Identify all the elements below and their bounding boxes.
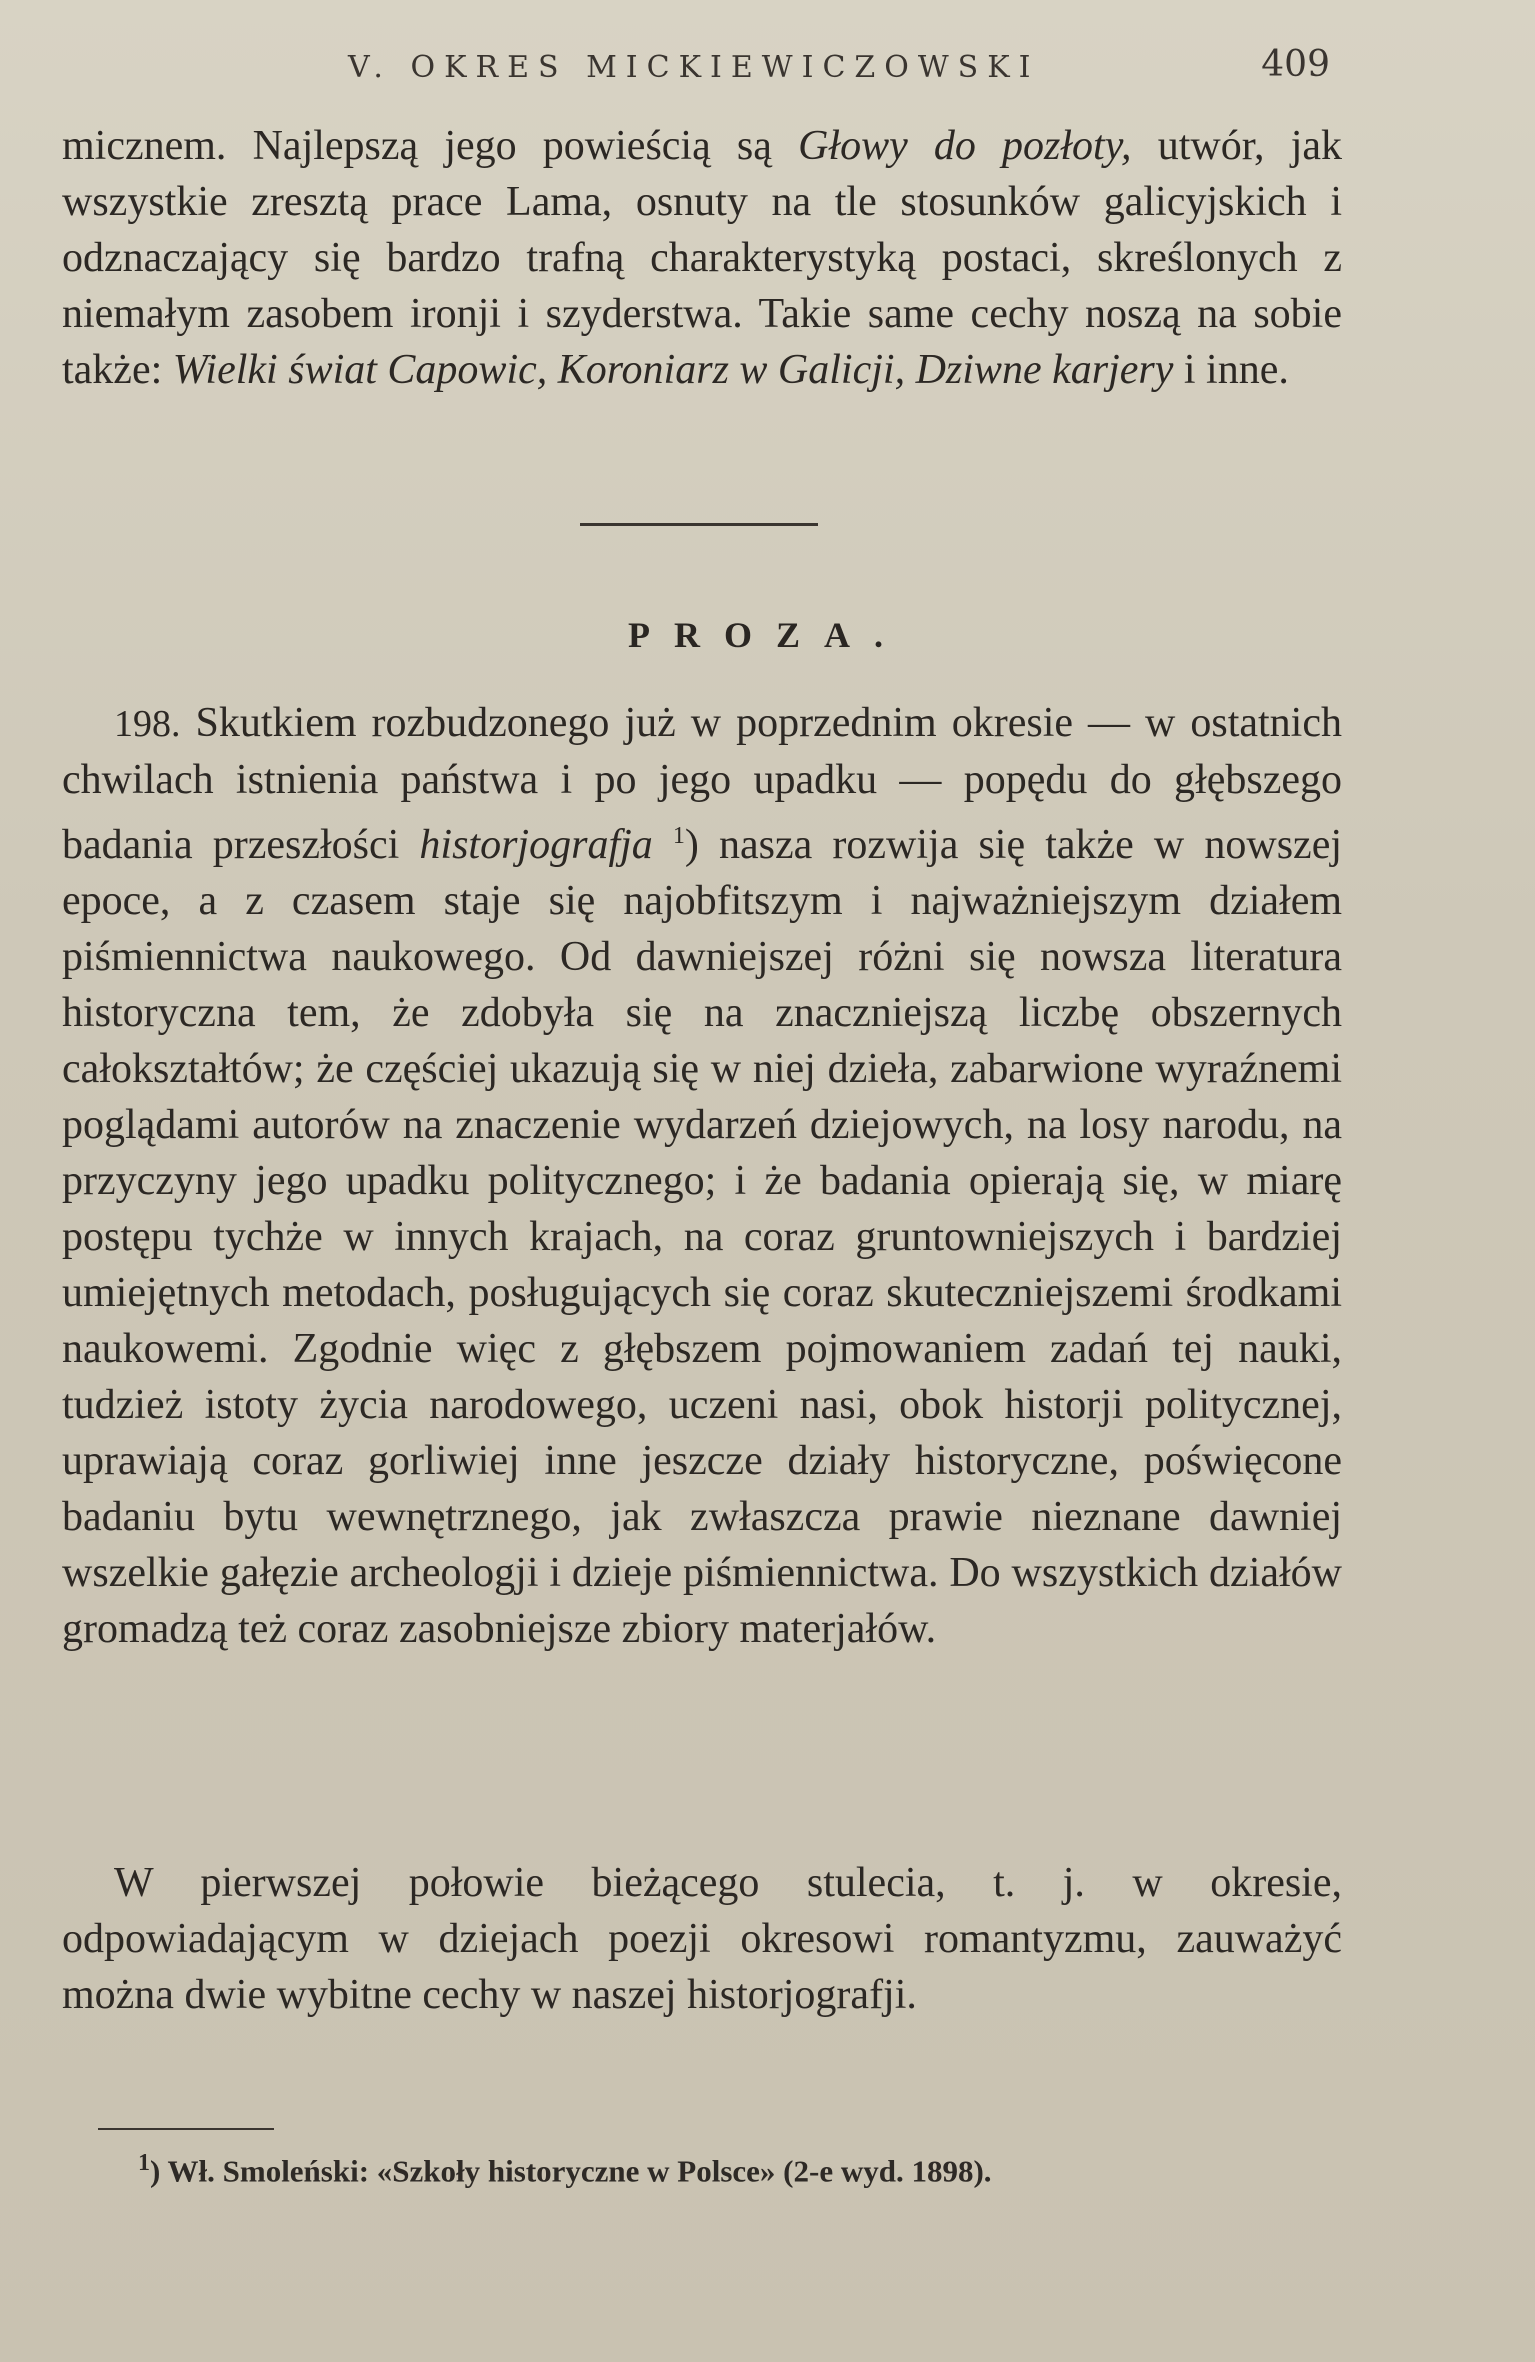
text-run: i inne. [1173, 347, 1289, 393]
text-run: micznem. Najlepszą jego powieścią są [62, 123, 799, 169]
text-run: Skutkiem rozbudzonego już w poprzednim okresie — w ostatnich chwilach istnienia państwa i po jego upadku — popędu do głębszego badania przeszłości [62, 700, 1342, 868]
footnote-mark: 1 [138, 2150, 150, 2176]
paragraph-number: 198. [114, 703, 181, 745]
italic-titles: Wielki świat Capowic, Koroniarz w Galicji, Dziwne karjery [172, 347, 1174, 393]
footnote [138, 2150, 1338, 2189]
text-run: utwór, jak wszystkie zresztą prace Lama, osnuty na tle stosunków galicyjskich i odznaczający się bardzo trafną charakterystyką postaci, skreślonych z niemałym zasobem ironji i szyderstwa. Takie same cechy noszą na sobie także: [62, 123, 1343, 393]
footnote-text: ) Wł. Smoleński: «Szkoły historyczne w Polsce» (2-e wyd. 1898). [150, 2153, 992, 2189]
italic-title: Głowy do pozłoty, [798, 123, 1132, 169]
paragraph-continuation [62, 118, 1342, 398]
paragraph-198 [62, 695, 1342, 1657]
page-header [330, 44, 1330, 94]
text-run: ) nasza rozwija się także w nowszej epoce, a z czasem staje się najobfitszym i najważniejszym działem piśmiennictwa naukowego. Od dawniejszej różni się nowsza literatura historyczna tem, że zdobyła się na znaczniejszą liczbę obszernych całokształtów; że częściej ukazują się w niej dzieła, zabarwione wyraźnemi poglądami autorów na znaczenie wydarzeń dziejowych, na losy narodu, na przyczyny jego upadku politycznego; i że badania opierają się, w miarę postępu tychże w innych krajach, na coraz gruntowniejszych i bardziej umiejętnych metodach, posługujących się coraz skuteczniejszemi środkami naukowemi. Zgodnie więc z głębszem pojmowaniem zadań tej nauki, tudzież istoty życia narodowego, uczeni nasi, obok historji politycznej, uprawiają coraz gorliwiej inne jeszcze działy historyczne, poświęcone badaniu bytu wewnętrznego, jak zwłaszcza prawie nieznane dawniej wszelkie gałęzie archeologji i dzieje piśmiennictwa. Do wszystkich działów gromadzą też coraz zasobniejsze zbiory materjałów. [62, 822, 1343, 1652]
page-number: 409 [1261, 44, 1330, 85]
paragraph-next [62, 1855, 1342, 2023]
footnote-ref[interactable]: 1 [672, 823, 685, 849]
running-head: V. OKRES MICKIEWICZOWSKI [348, 50, 1040, 85]
text-run: W pierwszej połowie bieżącego stulecia, t. j. w okresie, odpowiadającym w dziejach poezji okresowi romantyzmu, zauważyć można dwie wybitne cechy w naszej historjografji. [62, 1860, 1342, 2018]
section-title: PROZA. [628, 615, 907, 655]
footnote-rule [98, 2128, 274, 2130]
italic-term: historjografja [419, 822, 653, 868]
section-divider [580, 523, 818, 526]
